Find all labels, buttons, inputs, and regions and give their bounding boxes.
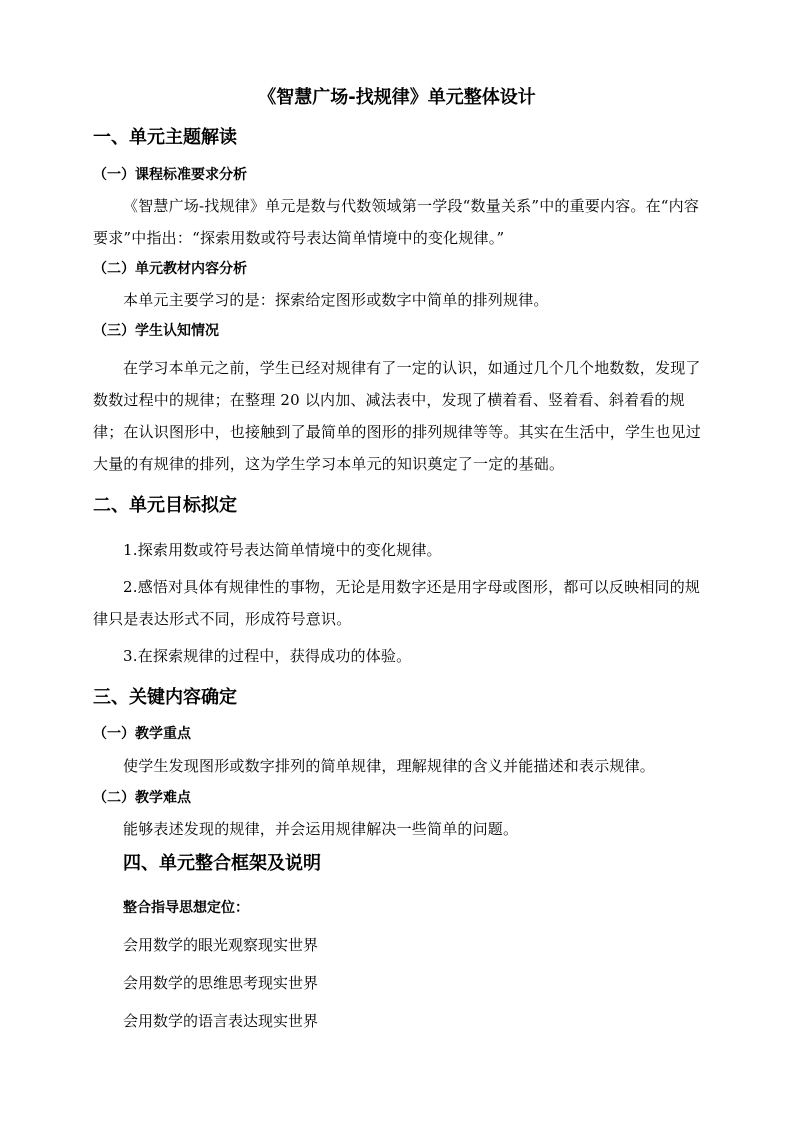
section2-heading: 二、单元目标拟定 xyxy=(93,495,237,516)
section4-heading: 四、单元整合框架及说明 xyxy=(123,853,321,874)
section2-item-2: 2.感悟对具体有规律性的事物，无论是用数字还是用字母或图形，都可以反映相同的规律只是表达形式不同，形成符号意识。 xyxy=(93,578,701,628)
section2-item-1: 1.探索用数或符号表达简单情境中的变化规律。 xyxy=(123,541,442,559)
section3-sub1-heading: （一）教学重点 xyxy=(93,726,191,742)
section3-sub1-text: 使学生发现图形或数字排列的简单规律，理解规律的含义并能描述和表示规律。 xyxy=(123,757,656,775)
section4-line-3: 会用数学的语言表达现实世界 xyxy=(123,1012,319,1030)
section3-sub2-text: 能够表述发现的规律，并会运用规律解决一些简单的问题。 xyxy=(123,820,519,838)
section4-line-2: 会用数学的思维思考现实世界 xyxy=(123,974,319,992)
document-title: 《智慧广场-找规律》单元整体设计 xyxy=(258,87,536,108)
section1-sub1-text: 《智慧广场-找规律》单元是数与代数领域第一学段“数量关系”中的重要内容。在“内容要求”中指出：“探索用数或符号表达简单情境中的变化规律。” xyxy=(93,197,700,247)
section2-item-3: 3.在探索规律的过程中，获得成功的体验。 xyxy=(123,647,412,665)
section4-line-1: 会用数学的眼光观察现实世界 xyxy=(123,936,319,954)
section1-sub3-text: 在学习本单元之前，学生已经对规律有了一定的认识，如通过几个几个地数数，发现了数数过程中的规律；在整理 20 以内加、减法表中，发现了横着看、竖着看、斜着看的规律；在认识图形中，也接触到了最简单的图形的排列规律等等。其实在生活中，学生也见过大量的有规律的排列，这为学生学习本单元的知识奠定了一定的基础。 xyxy=(93,359,702,473)
section3-heading: 三、关键内容确定 xyxy=(93,687,237,708)
section1-sub1-heading: （一）课程标准要求分析 xyxy=(93,167,247,183)
section1-sub2-text: 本单元主要学习的是：探索给定图形或数字中简单的排列规律。 xyxy=(123,291,549,309)
section1-sub3-heading: （三）学生认知情况 xyxy=(93,323,219,339)
section1-heading: 一、单元主题解读 xyxy=(93,127,237,148)
section4-guide-title: 整合指导思想定位： xyxy=(123,900,249,916)
section1-sub2-heading: （二）单元教材内容分析 xyxy=(93,261,247,277)
section3-sub2-heading: （二）教学难点 xyxy=(93,790,191,806)
